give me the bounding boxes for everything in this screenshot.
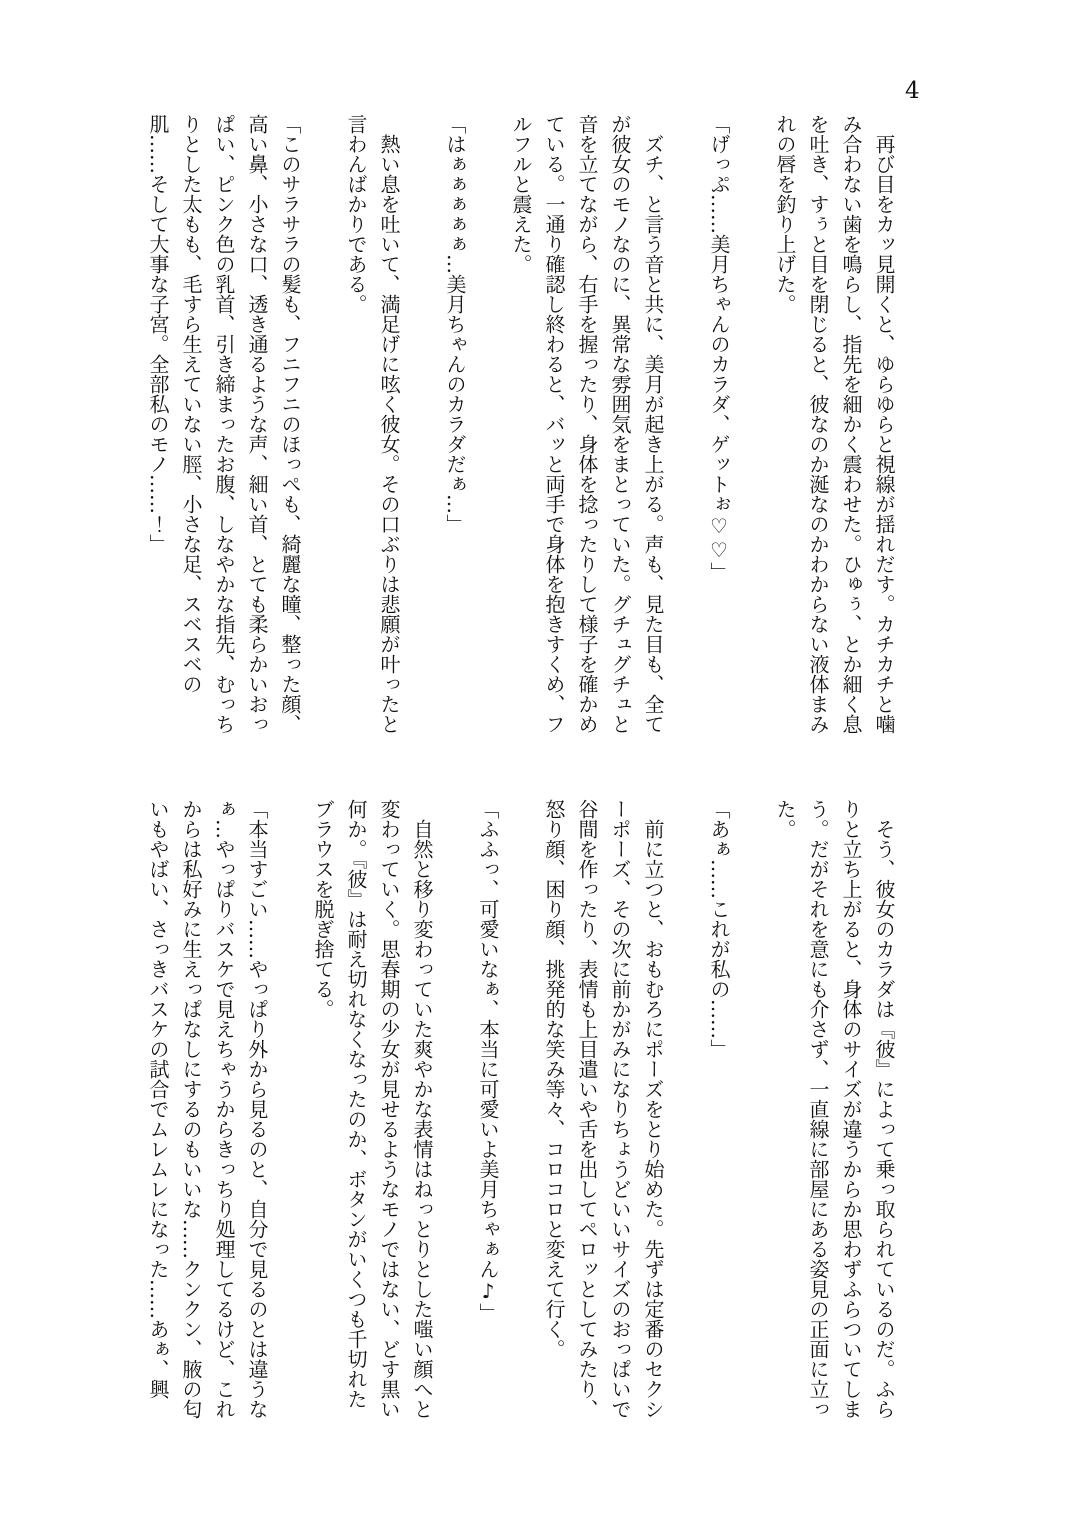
narrative-paragraph: 熱い息を吐いて、満足げに呟く彼女。その口ぶりは悲願が叶ったと言わんばかりである。 xyxy=(344,114,401,734)
narrative-paragraph: 自然と移り変わっていた爽やかな表情はねっとりとした嗤い顔へと変わっていく。思春期の少女が見せるようなモノではない、どす黒い何か。『彼』は耐え切れなくなったのか、ボタンがいくつも千切れたブラウスを脱ぎ捨てる。 xyxy=(311,799,434,1419)
dialogue-paragraph: 「ふふっ、可愛いなぁ、本当に可愛いよ美月ちゃぁん♪」 xyxy=(476,799,500,1323)
text-block-top xyxy=(141,114,900,736)
dialogue-paragraph: 「本当すごい……やっぱり外から見るのと、自分で見るのとは違うなぁ…やっぱりバスケで見えちゃうからきっちり処理してるけど、これからは私好みに生えっぱなしにするのもいいな……クンクン、腋の匂いもやばい、さっきバスケの試合でムレムレになった……あぁ、興 xyxy=(146,799,269,1419)
text-block-bottom xyxy=(141,799,900,1421)
dialogue-paragraph: 「はぁぁぁぁぁ…美月ちゃんのカラダだぁ…」 xyxy=(443,114,467,534)
dialogue-paragraph: 「げっぷ……美月ちゃんのカラダ、ゲットぉ♡♡」 xyxy=(707,114,731,582)
page-number: 4 xyxy=(905,78,920,104)
narrative-paragraph: 再び目をカッ見開くと、ゆらゆらと視線が揺れだす。カチカチと噛み合わない歯を鳴らし、指先を細かく震わせた。ひゅぅ、とか細く息を吐き、すぅと目を閉じると、彼なのか涎なのかわからない液体まみれの唇を釣り上げた。 xyxy=(773,114,896,734)
dialogue-paragraph: 「このサラサラの髪も、フニフニのほっぺも、綺麗な瞳、整った顔、高い鼻、小さな口、透き通るような声、細い首、とても柔らかいおっぱい、ピンク色の乳首、引き締まったお腹、しなやかな指先、むっちりとした太もも、毛すら生えていない脛、小さな足、スベスベの肌……そして大事な子宮。全部私のモノ……！」 xyxy=(146,114,302,734)
dialogue-paragraph: 「あぁ……これが私の……」 xyxy=(707,799,731,1059)
narrative-paragraph: ズチ、と言う音と共に、美月が起き上がる。声も、見た目も、全てが彼女のモノなのに、異常な雰囲気をまとっていた。グチュグチュと音を立てながら、右手を握ったり、身体を捻ったりして様子を確かめている。一通り確認し終わると、バッと両手で身体を抱きすくめ、フルフルと震えた。 xyxy=(509,114,665,734)
narrative-paragraph: そう、彼女のカラダは『彼』によって乗っ取られているのだ。ふらりと立ち上がると、身体のサイズが違うからか思わずふらついてしまう。だがそれを意にも介さず、一直線に部屋にある姿見の正面に立った。 xyxy=(773,799,896,1419)
narrative-paragraph: 前に立つと、おもむろにポーズをとり始めた。先ずは定番のセクシーポーズ、その次に前かがみになりちょうどいいサイズのおっぱいで谷間を作ったり、表情も上目遣いや舌を出してペロッとしてみたり、怒り顔、困り顔、挑発的な笑み等々、コロコロと変えて行く。 xyxy=(542,799,665,1419)
